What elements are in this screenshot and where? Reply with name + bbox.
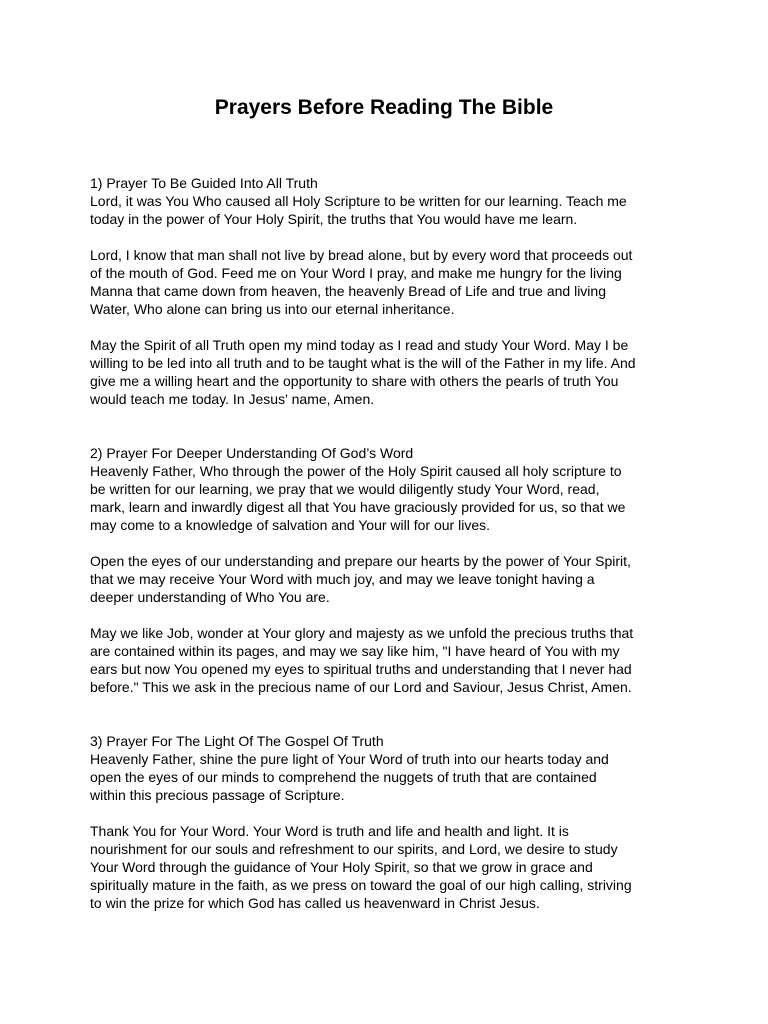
prayer-paragraph: Heavenly Father, shine the pure light of Your Word of truth into our hearts today and open the eyes of our minds to comprehend the nuggets of truth that are contained within this precious passage of Scripture. bbox=[90, 751, 609, 803]
prayer-heading: 3) Prayer For The Light Of The Gospel Of Truth bbox=[90, 733, 384, 749]
prayer-section-1 bbox=[90, 174, 678, 408]
prayer-paragraph: Thank You for Your Word. Your Word is truth and life and health and light. It is nourishment for our souls and refreshment to our spirits, and Lord, we desire to study Your Word through the guidance of Your Holy Spirit, so that we grow in grace and spiritually mature in the faith, as we press on toward the goal of our high calling, striving to win the prize for which God has called us heavenward in Christ Jesus. bbox=[90, 823, 632, 911]
prayer-paragraph: May the Spirit of all Truth open my mind today as I read and study Your Word. May I be willing to be led into all truth and to be taught what is the will of the Father in my life. And give me a willing heart and the opportunity to share with others the pearls of truth You would teach me today. In Jesus' name, Amen. bbox=[90, 337, 636, 407]
prayer-paragraph: Lord, it was You Who caused all Holy Scripture to be written for our learning. Teach me today in the power of Your Holy Spirit, the truths that You would have me learn. bbox=[90, 193, 627, 227]
prayer-section-3 bbox=[90, 732, 678, 912]
prayer-paragraph: Heavenly Father, Who through the power of the Holy Spirit caused all holy scripture to be written for our learning, we pray that we would diligently study Your Word, read, mark, learn and inwardly digest all that You have graciously provided for us, so that we may come to a knowledge of salvation and Your will for our lives. bbox=[90, 463, 626, 533]
prayer-paragraph: May we like Job, wonder at Your glory and majesty as we unfold the precious truths that are contained within its pages, and may we say like him, "I have heard of You with my ears but now You opened my eyes to spiritual truths and understanding that I never had before." This we ask in the precious name of our Lord and Saviour, Jesus Christ, Amen. bbox=[90, 625, 634, 695]
prayer-section-2 bbox=[90, 444, 678, 696]
prayer-paragraph: Lord, I know that man shall not live by bread alone, but by every word that proceeds out of the mouth of God. Feed me on Your Word I pray, and make me hungry for the living Manna that came down from heaven, the heavenly Bread of Life and true and living Water, Who alone can bring us into our eternal inheritance. bbox=[90, 247, 633, 317]
prayer-heading: 1) Prayer To Be Guided Into All Truth bbox=[90, 175, 318, 191]
prayer-heading: 2) Prayer For Deeper Understanding Of God’s Word bbox=[90, 445, 414, 461]
document-title: Prayers Before Reading The Bible bbox=[214, 96, 554, 119]
prayer-paragraph: Open the eyes of our understanding and prepare our hearts by the power of Your Spirit, that we may receive Your Word with much joy, and may we leave tonight having a deeper understanding of Who You are. bbox=[90, 553, 631, 605]
